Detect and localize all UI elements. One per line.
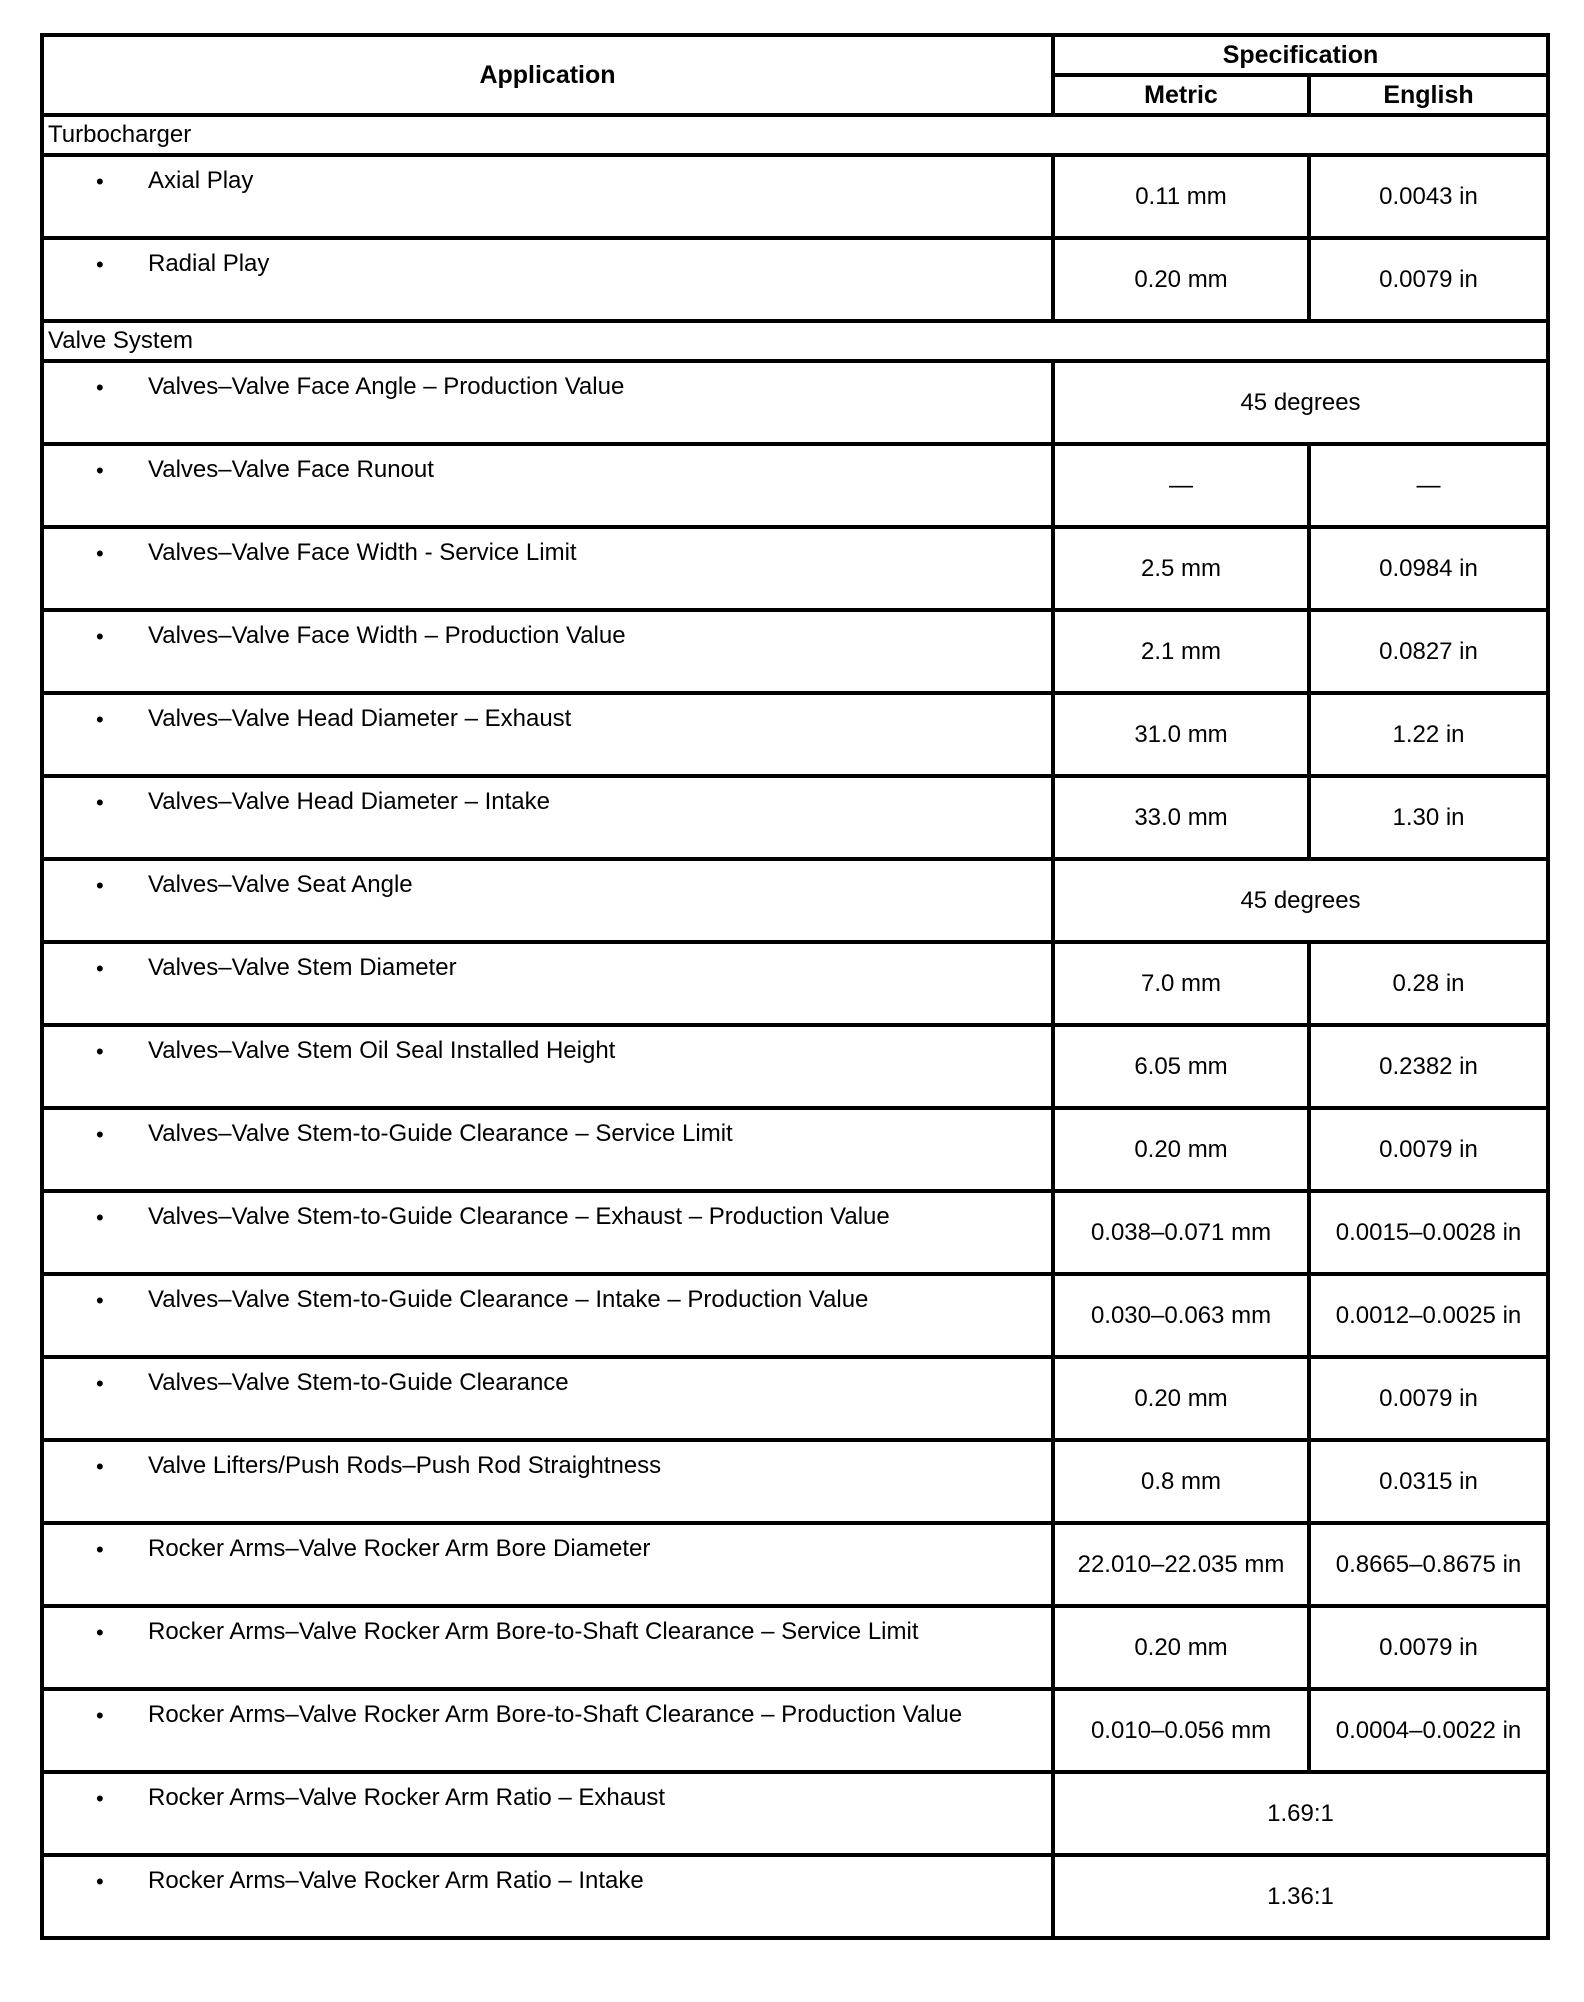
- application-cell: [42, 1606, 1053, 1689]
- metric-value-cell: 0.038–0.071 mm: [1053, 1191, 1309, 1274]
- english-value-cell: 0.0043 in: [1309, 155, 1548, 238]
- metric-value-cell: 33.0 mm: [1053, 776, 1309, 859]
- metric-value-cell: 0.20 mm: [1053, 238, 1309, 321]
- metric-header: Metric: [1053, 75, 1309, 115]
- table-row: [42, 1440, 1548, 1523]
- bullet-icon: •: [96, 707, 104, 732]
- application-label: Valves–Valve Stem Diameter: [148, 954, 457, 981]
- english-value-cell: 0.0015–0.0028 in: [1309, 1191, 1548, 1274]
- application-label: Valves–Valve Seat Angle: [148, 871, 413, 898]
- metric-value-cell: 0.20 mm: [1053, 1357, 1309, 1440]
- bullet-icon: •: [96, 169, 104, 194]
- combined-value-cell: 45 degrees: [1053, 361, 1548, 444]
- table-row: [42, 693, 1548, 776]
- metric-value-cell: 22.010–22.035 mm: [1053, 1523, 1309, 1606]
- application-cell: [42, 942, 1053, 1025]
- application-label: Valves–Valve Face Runout: [148, 456, 434, 483]
- table-row: [42, 610, 1548, 693]
- table-row: [42, 1108, 1548, 1191]
- bullet-icon: •: [96, 252, 104, 277]
- application-label: Rocker Arms–Valve Rocker Arm Ratio – Intake: [148, 1867, 644, 1894]
- application-cell: [42, 527, 1053, 610]
- application-label: Valves–Valve Stem Oil Seal Installed Height: [148, 1037, 616, 1064]
- metric-value-cell: 6.05 mm: [1053, 1025, 1309, 1108]
- combined-value-cell: 45 degrees: [1053, 859, 1548, 942]
- application-label: Rocker Arms–Valve Rocker Arm Bore-to-Shaft Clearance – Service Limit: [148, 1618, 919, 1645]
- table-row: [42, 1274, 1548, 1357]
- application-label: Valves–Valve Stem-to-Guide Clearance – Service Limit: [148, 1120, 733, 1147]
- application-cell: [42, 1689, 1053, 1772]
- table-header: [42, 35, 1548, 115]
- section-title: Valve System: [42, 321, 1548, 361]
- table-row: [42, 942, 1548, 1025]
- english-value-cell: 0.28 in: [1309, 942, 1548, 1025]
- english-value-cell: 0.0827 in: [1309, 610, 1548, 693]
- metric-value-cell: 2.1 mm: [1053, 610, 1309, 693]
- metric-value-cell: 2.5 mm: [1053, 527, 1309, 610]
- bullet-icon: •: [96, 1039, 104, 1064]
- bullet-icon: •: [96, 1703, 104, 1728]
- table-row: [42, 1855, 1548, 1938]
- table-row: [42, 1025, 1548, 1108]
- application-label: Valves–Valve Face Width - Service Limit: [148, 539, 577, 566]
- metric-value-cell: 0.20 mm: [1053, 1108, 1309, 1191]
- application-label: Valves–Valve Stem-to-Guide Clearance – Intake – Production Value: [148, 1286, 869, 1313]
- combined-value-cell: 1.69:1: [1053, 1772, 1548, 1855]
- english-value-cell: 0.0079 in: [1309, 238, 1548, 321]
- table-row: [42, 1772, 1548, 1855]
- application-label: Valves–Valve Face Width – Production Value: [148, 622, 626, 649]
- bullet-icon: •: [96, 1786, 104, 1811]
- bullet-icon: •: [96, 375, 104, 400]
- application-cell: [42, 610, 1053, 693]
- bullet-icon: •: [96, 1537, 104, 1562]
- application-label: Axial Play: [148, 167, 254, 194]
- english-value-cell: 1.30 in: [1309, 776, 1548, 859]
- specification-table: [40, 33, 1550, 1940]
- table-row: [42, 155, 1548, 238]
- table-row: [42, 1191, 1548, 1274]
- bullet-icon: •: [96, 1205, 104, 1230]
- application-label: Rocker Arms–Valve Rocker Arm Ratio – Exhaust: [148, 1784, 666, 1811]
- application-cell: [42, 361, 1053, 444]
- application-cell: [42, 1440, 1053, 1523]
- english-value-cell: 0.0079 in: [1309, 1357, 1548, 1440]
- application-label: Valves–Valve Stem-to-Guide Clearance: [148, 1369, 569, 1396]
- table-row: [42, 859, 1548, 942]
- section-row: [42, 115, 1548, 155]
- bullet-icon: •: [96, 1122, 104, 1147]
- bullet-icon: •: [96, 1620, 104, 1645]
- application-cell: [42, 1772, 1053, 1855]
- application-cell: [42, 1274, 1053, 1357]
- application-label: Valves–Valve Stem-to-Guide Clearance – Exhaust – Production Value: [148, 1203, 890, 1230]
- application-cell: [42, 1357, 1053, 1440]
- english-value-cell: 0.0004–0.0022 in: [1309, 1689, 1548, 1772]
- metric-value-cell: 0.20 mm: [1053, 1606, 1309, 1689]
- application-label: Valves–Valve Head Diameter – Intake: [148, 788, 550, 815]
- metric-value-cell: 31.0 mm: [1053, 693, 1309, 776]
- application-label: Valves–Valve Head Diameter – Exhaust: [148, 705, 572, 732]
- bullet-icon: •: [96, 541, 104, 566]
- english-value-cell: 0.0079 in: [1309, 1606, 1548, 1689]
- english-header: English: [1309, 75, 1548, 115]
- table-row: [42, 238, 1548, 321]
- application-cell: [42, 1523, 1053, 1606]
- table-row: [42, 776, 1548, 859]
- bullet-icon: •: [96, 873, 104, 898]
- table-row: [42, 361, 1548, 444]
- english-value-cell: 0.0079 in: [1309, 1108, 1548, 1191]
- bullet-icon: •: [96, 1869, 104, 1894]
- english-value-cell: 0.2382 in: [1309, 1025, 1548, 1108]
- application-cell: [42, 238, 1053, 321]
- application-cell: [42, 693, 1053, 776]
- bullet-icon: •: [96, 956, 104, 981]
- english-value-cell: —: [1309, 444, 1548, 527]
- table-row: [42, 1523, 1548, 1606]
- table-row: [42, 1689, 1548, 1772]
- english-value-cell: 0.0984 in: [1309, 527, 1548, 610]
- metric-value-cell: 0.010–0.056 mm: [1053, 1689, 1309, 1772]
- metric-value-cell: 0.030–0.063 mm: [1053, 1274, 1309, 1357]
- english-value-cell: 1.22 in: [1309, 693, 1548, 776]
- bullet-icon: •: [96, 624, 104, 649]
- application-cell: [42, 776, 1053, 859]
- section-row: [42, 321, 1548, 361]
- specification-header: Specification: [1053, 35, 1548, 75]
- bullet-icon: •: [96, 790, 104, 815]
- bullet-icon: •: [96, 1371, 104, 1396]
- metric-value-cell: 0.8 mm: [1053, 1440, 1309, 1523]
- application-cell: [42, 444, 1053, 527]
- application-label: Rocker Arms–Valve Rocker Arm Bore Diameter: [148, 1535, 651, 1562]
- table-row: [42, 444, 1548, 527]
- table-row: [42, 527, 1548, 610]
- table-row: [42, 1606, 1548, 1689]
- bullet-icon: •: [96, 1288, 104, 1313]
- application-label: Radial Play: [148, 250, 270, 277]
- application-cell: [42, 859, 1053, 942]
- section-title: Turbocharger: [42, 115, 1548, 155]
- english-value-cell: 0.8665–0.8675 in: [1309, 1523, 1548, 1606]
- table-body: [42, 115, 1548, 1938]
- application-label: Rocker Arms–Valve Rocker Arm Bore-to-Shaft Clearance – Production Value: [148, 1701, 963, 1728]
- application-label: Valve Lifters/Push Rods–Push Rod Straightness: [148, 1452, 662, 1479]
- metric-value-cell: 7.0 mm: [1053, 942, 1309, 1025]
- bullet-icon: •: [96, 458, 104, 483]
- application-header: Application: [42, 35, 1053, 115]
- english-value-cell: 0.0012–0.0025 in: [1309, 1274, 1548, 1357]
- english-value-cell: 0.0315 in: [1309, 1440, 1548, 1523]
- application-cell: [42, 155, 1053, 238]
- metric-value-cell: —: [1053, 444, 1309, 527]
- table-row: [42, 1357, 1548, 1440]
- application-cell: [42, 1025, 1053, 1108]
- application-label: Valves–Valve Face Angle – Production Value: [148, 373, 625, 400]
- combined-value-cell: 1.36:1: [1053, 1855, 1548, 1938]
- bullet-icon: •: [96, 1454, 104, 1479]
- application-cell: [42, 1855, 1053, 1938]
- application-cell: [42, 1108, 1053, 1191]
- metric-value-cell: 0.11 mm: [1053, 155, 1309, 238]
- application-cell: [42, 1191, 1053, 1274]
